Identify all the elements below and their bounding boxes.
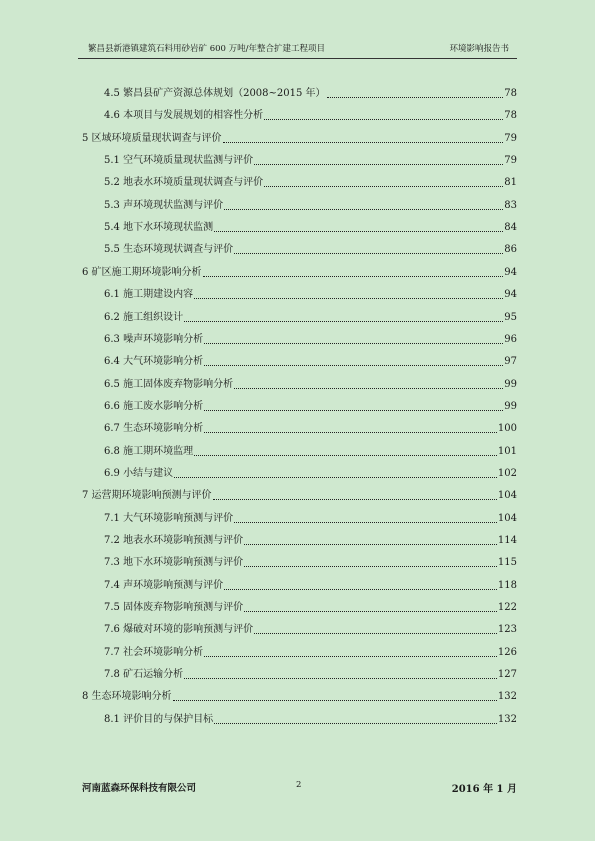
toc-dot-leader: [194, 454, 497, 456]
toc-entry-page-number: 122: [497, 602, 517, 614]
toc-entry-title: 5 区域环境质量现状调查与评价: [82, 132, 222, 144]
toc-entry[interactable]: [104, 377, 517, 391]
toc-entry-title: 6.4 大气环境影响分析: [104, 356, 204, 368]
toc-entry-page-number: 94: [504, 266, 517, 278]
toc-entry[interactable]: [104, 242, 517, 256]
toc-entry[interactable]: [104, 332, 517, 346]
page-footer: [82, 780, 517, 794]
toc-dot-leader: [184, 320, 503, 322]
toc-entry-title: 6.7 生态环境影响分析: [104, 423, 204, 435]
toc-entry[interactable]: [104, 712, 517, 726]
toc-entry-title: 6.3 噪声环境影响分析: [104, 333, 204, 345]
toc-entry[interactable]: [82, 131, 517, 145]
toc-entry[interactable]: [104, 198, 517, 212]
toc-entry-page-number: 99: [504, 400, 517, 412]
toc-entry-page-number: 118: [497, 579, 517, 591]
toc-entry-page-number: 83: [504, 199, 517, 211]
toc-entry-title: 7.2 地表水环境影响预测与评价: [104, 535, 244, 546]
toc-dot-leader: [214, 722, 497, 724]
toc-entry[interactable]: [104, 175, 517, 189]
toc-entry-title: 7.6 爆破对环境的影响预测与评价: [104, 624, 254, 636]
toc-entry[interactable]: [104, 444, 517, 458]
toc-entry-title: 7.1 大气环境影响预测与评价: [104, 512, 234, 524]
toc-dot-leader: [224, 588, 497, 590]
toc-entry-page-number: 115: [497, 557, 517, 569]
toc-entry-title: 6.1 施工期建设内容: [104, 289, 194, 301]
toc-entry-page-number: 81: [504, 177, 517, 189]
toc-entry-page-number: 132: [497, 713, 517, 725]
toc-entry[interactable]: [104, 108, 517, 122]
toc-entry-title: 5.4 地下水环境现状监测: [104, 222, 214, 234]
toc-entry[interactable]: [104, 421, 517, 435]
toc-entry-title: 6.8 施工期环境监理: [104, 445, 194, 457]
toc-dot-leader: [213, 498, 497, 500]
toc-entry-title: 6.9 小结与建议: [104, 467, 174, 479]
toc-entry[interactable]: [104, 310, 517, 324]
toc-entry[interactable]: [104, 466, 517, 480]
toc-entry-page-number: 104: [497, 512, 517, 524]
toc-dot-leader: [204, 342, 503, 344]
toc-entry[interactable]: [104, 86, 517, 100]
toc-entry[interactable]: [104, 667, 517, 681]
page-number: 2: [296, 780, 302, 790]
project-title: 繁昌县新港镇建筑石料用砂岩矿 600 万吨/年整合扩建工程项目: [88, 44, 325, 54]
toc-entry-title: 5.3 声环境现状监测与评价: [104, 199, 224, 211]
toc-entry-page-number: 132: [497, 691, 517, 703]
toc-dot-leader: [184, 677, 497, 679]
toc-dot-leader: [204, 655, 497, 657]
toc-entry-page-number: 84: [504, 222, 517, 234]
toc-dot-leader: [194, 297, 503, 299]
toc-entry-page-number: 78: [504, 88, 517, 99]
toc-entry-page-number: 79: [504, 155, 517, 167]
toc-entry-page-number: 104: [497, 490, 517, 502]
toc-dot-leader: [234, 387, 503, 389]
toc-entry-page-number: 114: [497, 535, 517, 546]
toc-entry-page-number: 126: [497, 646, 517, 658]
toc-entry-title: 6 矿区施工期环境影响分析: [82, 266, 202, 278]
company-name: 河南蓝森环保科技有限公司: [82, 783, 197, 794]
toc-entry[interactable]: [82, 265, 517, 279]
toc-entry-page-number: 127: [497, 669, 517, 681]
toc-dot-leader: [327, 96, 504, 98]
toc-entry[interactable]: [104, 287, 517, 301]
toc-entry[interactable]: [82, 488, 517, 502]
toc-dot-leader: [244, 565, 497, 567]
toc-entry[interactable]: [104, 600, 517, 614]
toc-entry-page-number: 94: [504, 289, 517, 301]
toc-entry[interactable]: [104, 555, 517, 569]
toc-entry-page-number: 97: [504, 356, 517, 368]
toc-dot-leader: [174, 476, 497, 478]
toc-entry-title: 5.2 地表水环境质量现状调查与评价: [104, 177, 264, 189]
toc-entry[interactable]: [104, 399, 517, 413]
toc-entry[interactable]: [82, 689, 517, 703]
toc-dot-leader: [214, 230, 503, 232]
toc-entry-title: 6.2 施工组织设计: [104, 311, 184, 323]
toc-entry-page-number: 78: [504, 110, 517, 122]
footer-date: 2016 年 1 月: [451, 784, 517, 795]
toc-dot-leader: [234, 252, 503, 254]
toc-dot-leader: [203, 275, 504, 277]
toc-entry-title: 5.1 空气环境质量现状监测与评价: [104, 155, 254, 167]
toc-entry-page-number: 96: [504, 333, 517, 345]
toc-entry-page-number: 102: [497, 467, 517, 479]
toc-dot-leader: [224, 208, 503, 210]
toc-dot-leader: [244, 610, 497, 612]
toc-entry[interactable]: [104, 153, 517, 167]
toc-entry-page-number: 95: [504, 311, 517, 323]
toc-entry-page-number: 100: [497, 423, 517, 435]
toc-entry-title: 7.8 矿石运输分析: [104, 669, 184, 681]
toc-entry-page-number: 99: [504, 378, 517, 390]
toc-entry[interactable]: [104, 645, 517, 659]
page-header: [78, 42, 517, 59]
toc-dot-leader: [234, 521, 497, 523]
toc-dot-leader: [204, 364, 503, 366]
toc-entry[interactable]: [104, 354, 517, 368]
toc-dot-leader: [204, 431, 497, 433]
toc-dot-leader: [204, 409, 503, 411]
toc-entry[interactable]: [104, 220, 517, 234]
toc-entry[interactable]: [104, 511, 517, 525]
toc-dot-leader: [244, 543, 497, 545]
toc-entry-title: 7.3 地下水环境影响预测与评价: [104, 557, 244, 569]
toc-dot-leader: [254, 632, 497, 634]
toc-entry-page-number: 101: [497, 445, 517, 457]
toc-entry-title: 7.4 声环境影响预测与评价: [104, 579, 224, 591]
toc-entry-title: 6.5 施工固体废弃物影响分析: [104, 378, 234, 390]
toc-entry-title: 4.5 繁昌县矿产资源总体规划（2008~2015 年）: [104, 88, 326, 99]
toc-entry-page-number: 79: [504, 132, 517, 144]
toc-entry-title: 7.5 固体废弃物影响预测与评价: [104, 602, 244, 614]
toc-entry[interactable]: [104, 622, 517, 636]
document-type: 环境影响报告书: [449, 44, 509, 54]
toc-entry-page-number: 123: [497, 624, 517, 636]
toc-entry-page-number: 86: [504, 244, 517, 256]
toc-dot-leader: [264, 185, 503, 187]
toc-dot-leader: [264, 118, 503, 120]
toc-entry-title: 7.7 社会环境影响分析: [104, 646, 204, 658]
toc-entry-title: 7 运营期环境影响预测与评价: [82, 490, 212, 502]
toc-entry[interactable]: [104, 533, 517, 547]
toc-entry[interactable]: [104, 578, 517, 592]
toc-entry-title: 8.1 评价目的与保护目标: [104, 713, 214, 725]
toc-dot-leader: [173, 699, 497, 701]
toc-entry-title: 4.6 本项目与发展规划的相容性分析: [104, 110, 264, 122]
toc-entry-title: 8 生态环境影响分析: [82, 691, 172, 703]
toc-dot-leader: [254, 163, 503, 165]
toc-entry-title: 5.5 生态环境现状调查与评价: [104, 244, 234, 256]
toc-entry-title: 6.6 施工废水影响分析: [104, 400, 204, 412]
toc-dot-leader: [223, 141, 504, 143]
